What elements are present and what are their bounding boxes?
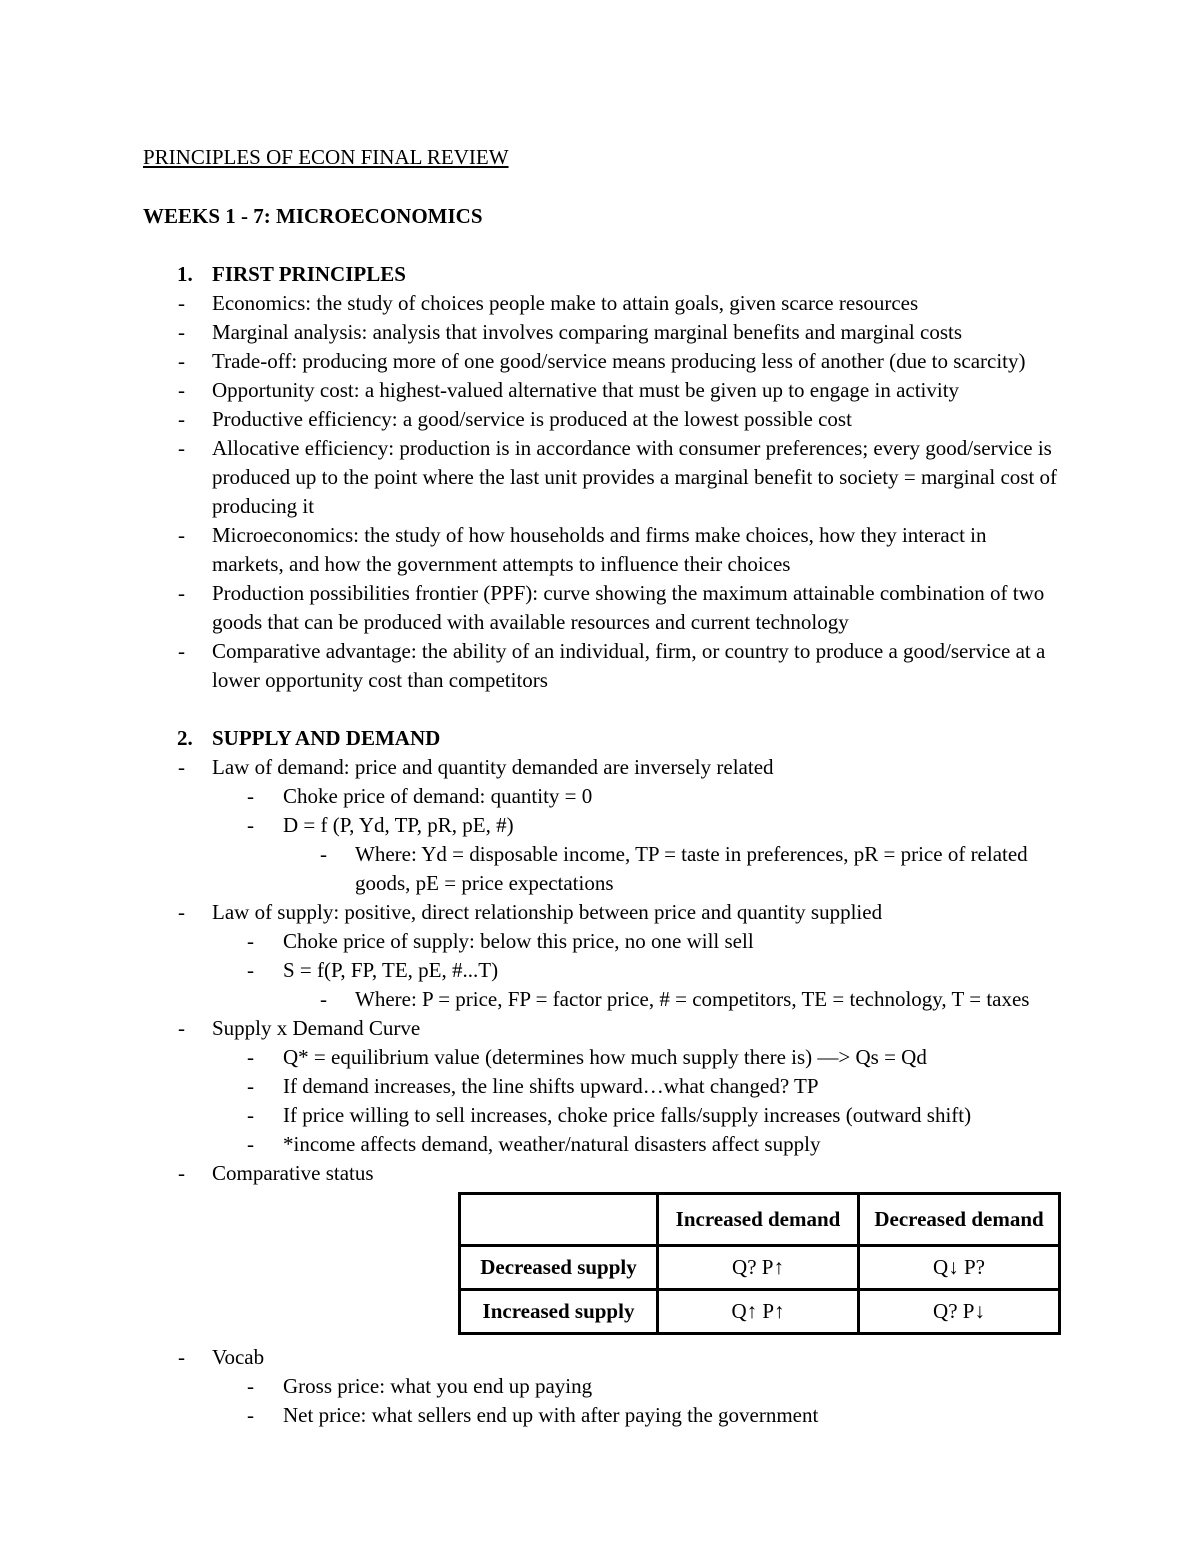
list-item (143, 347, 1058, 376)
section-2-number: 2. (177, 726, 193, 750)
section-2-title: SUPPLY AND DEMAND (212, 726, 441, 750)
list-item (143, 1343, 1058, 1372)
list-item (143, 898, 1058, 927)
bullet-marker: - (178, 523, 185, 547)
bullet-marker: - (178, 1016, 185, 1040)
list-item-text: Where: Yd = disposable income, TP = taste in preferences, pR = price of related goods, pE = price expectations (355, 842, 1028, 895)
list-item (143, 1130, 1058, 1159)
bullet-marker: - (178, 755, 185, 779)
list-item-text: Marginal analysis: analysis that involves comparing marginal benefits and marginal costs (212, 320, 963, 344)
weeks-heading: WEEKS 1 - 7: MICROECONOMICS (143, 204, 483, 228)
table-header-decreased-demand: Decreased demand (859, 1194, 1060, 1246)
list-item (143, 1014, 1058, 1043)
bullet-marker: - (320, 842, 327, 866)
bullet-marker: - (247, 929, 254, 953)
list-item-text: D = f (P, Yd, TP, pR, pE, #) (283, 813, 514, 837)
list-item-text: Productive efficiency: a good/service is produced at the lowest possible cost (212, 407, 852, 431)
list-item (143, 753, 1058, 782)
list-item-text: Gross price: what you end up paying (283, 1374, 593, 1398)
list-item (143, 1101, 1058, 1130)
table-row-label-decreased-supply: Decreased supply (460, 1246, 658, 1290)
bullet-marker: - (247, 958, 254, 982)
list-item-text: Economics: the study of choices people make to attain goals, given scarce resources (212, 291, 919, 315)
comparative-status-table (458, 1192, 1061, 1335)
list-item (143, 289, 1058, 318)
bullet-marker: - (320, 987, 327, 1011)
list-item-text: *income affects demand, weather/natural disasters affect supply (283, 1132, 821, 1156)
bullet-marker: - (247, 1374, 254, 1398)
bullet-marker: - (247, 1132, 254, 1156)
bullet-marker: - (178, 436, 185, 460)
bullet-marker: - (178, 1161, 185, 1185)
table-cell: Q? P↓ (859, 1290, 1060, 1334)
list-item-text: Net price: what sellers end up with after paying the government (283, 1403, 819, 1427)
section-first-principles (143, 260, 1058, 695)
list-item (143, 840, 1058, 898)
list-item (143, 1043, 1058, 1072)
list-item (143, 956, 1058, 985)
table-corner-cell (460, 1194, 658, 1246)
list-item-text: If price willing to sell increases, choke price falls/supply increases (outward shift) (283, 1103, 972, 1127)
section-1-heading (143, 260, 1058, 289)
list-item-text: Comparative status (212, 1161, 374, 1185)
bullet-marker: - (247, 1045, 254, 1069)
section-2-heading (143, 724, 1058, 753)
bullet-marker: - (178, 320, 185, 344)
list-item (143, 985, 1058, 1014)
list-item (143, 318, 1058, 347)
bullet-marker: - (247, 1074, 254, 1098)
bullet-marker: - (247, 1403, 254, 1427)
list-item-text: Production possibilities frontier (PPF): curve showing the maximum attainable combination of two goods that can be produced with available resources and current technology (212, 581, 1045, 634)
list-item-text: Choke price of demand: quantity = 0 (283, 784, 593, 808)
bullet-marker: - (178, 349, 185, 373)
table-row-label-increased-supply: Increased supply (460, 1290, 658, 1334)
list-item-text: If demand increases, the line shifts upward…what changed? TP (283, 1074, 819, 1098)
list-item (143, 434, 1058, 521)
list-item (143, 637, 1058, 695)
table-cell: Q? P↑ (658, 1246, 859, 1290)
bullet-marker: - (247, 1103, 254, 1127)
list-item (143, 405, 1058, 434)
list-item (143, 1072, 1058, 1101)
list-item-text: Comparative advantage: the ability of an individual, firm, or country to produce a good/service at a lower opportunity cost than competitors (212, 639, 1046, 692)
bullet-marker: - (178, 291, 185, 315)
table-header-increased-demand: Increased demand (658, 1194, 859, 1246)
list-item-text: Supply x Demand Curve (212, 1016, 421, 1040)
list-item-text: Law of supply: positive, direct relationship between price and quantity supplied (212, 900, 883, 924)
table-cell: Q↓ P? (859, 1246, 1060, 1290)
section-1-number: 1. (177, 262, 193, 286)
list-item-text: Opportunity cost: a highest-valued alternative that must be given up to engage in activity (212, 378, 960, 402)
bullet-marker: - (178, 581, 185, 605)
list-item-text: Law of demand: price and quantity demanded are inversely related (212, 755, 774, 779)
list-item (143, 811, 1058, 840)
bullet-marker: - (178, 900, 185, 924)
list-item-text: S = f(P, FP, TE, pE, #...T) (283, 958, 499, 982)
list-item (143, 1401, 1058, 1430)
list-item-text: Vocab (212, 1345, 265, 1369)
table-header-row (460, 1194, 1060, 1246)
bullet-marker: - (247, 813, 254, 837)
bullet-marker: - (178, 407, 185, 431)
bullet-marker: - (178, 1345, 185, 1369)
list-item (143, 927, 1058, 956)
list-item-text: Trade-off: producing more of one good/service means producing less of another (due to scarcity) (212, 349, 1026, 373)
bullet-marker: - (247, 784, 254, 808)
list-item-text: Choke price of supply: below this price, no one will sell (283, 929, 754, 953)
list-item (143, 1159, 1058, 1188)
list-item-text: Q* = equilibrium value (determines how much supply there is) —> Qs = Qd (283, 1045, 927, 1069)
list-item (143, 376, 1058, 405)
list-item (143, 521, 1058, 579)
table-cell: Q↑ P↑ (658, 1290, 859, 1334)
table-row (460, 1246, 1060, 1290)
table-row (460, 1290, 1060, 1334)
list-item (143, 579, 1058, 637)
list-item (143, 1372, 1058, 1401)
list-item-text: Allocative efficiency: production is in accordance with consumer preferences; every good/service is produced up to the point where the last unit provides a marginal benefit to society = marginal cost of producing it (212, 436, 1058, 518)
list-item (143, 782, 1058, 811)
bullet-marker: - (178, 639, 185, 663)
document-title: PRINCIPLES OF ECON FINAL REVIEW (143, 145, 509, 169)
list-item-text: Where: P = price, FP = factor price, # = competitors, TE = technology, T = taxes (355, 987, 1030, 1011)
section-supply-and-demand (143, 724, 1058, 1430)
list-item-text: Microeconomics: the study of how households and firms make choices, how they interact in markets, and how the government attempts to influence their choices (212, 523, 987, 576)
section-1-title: FIRST PRINCIPLES (212, 262, 406, 286)
bullet-marker: - (178, 378, 185, 402)
